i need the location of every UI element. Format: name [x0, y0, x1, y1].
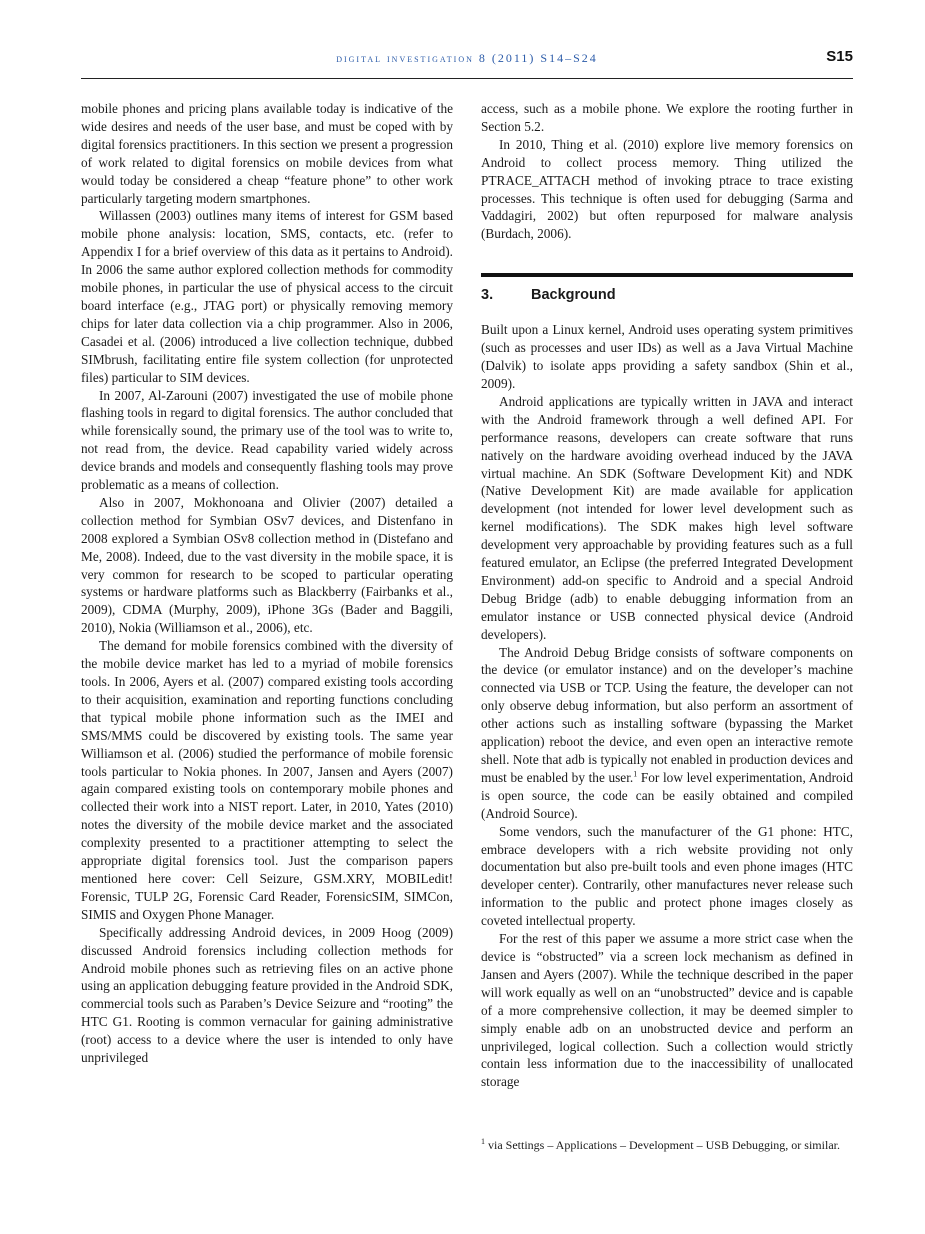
footnote-ref[interactable]: 1: [633, 769, 638, 779]
paragraph: For the rest of this paper we assume a more strict case when the device is “obstructed” via a screen lock mechanism as defined in Jansen and Ayers (2007). While the technique described in the paper will work equally as well on an “unobstructed” device and is capable of a more comprehensive collection, it may be deemed simpler to simply enable adb on an unobstructed device and perform an unprivileged, logical collection. Such a collection would strictly contain less information due to the inaccessibility of unallocated storage: [481, 931, 853, 1090]
header-rule: [81, 78, 853, 79]
paragraph: Willassen (2003) outlines many items of interest for GSM based mobile phone analysis: location, SMS, contacts, etc. (refer to Appendix I for a brief overview of this data as it pertains to Android). In 2006 the same author explored collection methods for commodity mobile phones, in particular the use of physical access to the circuit board interface (e.g., JTAG port) or physically removing memory chips for later data collection via a chip programmer. Also in 2006, Casadei et al. (2006) introduced a live collection technique, dubbed SIMbrush, facilitating entire file system collection (for unprotected files) particular to SIM devices.: [81, 208, 453, 385]
footnote-text: via Settings – Applications – Development – USB Debugging, or similar.: [488, 1138, 840, 1152]
journal-title: digital investigation 8 (2011) S14–S24: [336, 51, 598, 65]
section-heading: [481, 285, 853, 305]
page-number: S15: [826, 48, 853, 65]
footnote-marker: 1: [481, 1137, 485, 1146]
paragraph: Built upon a Linux kernel, Android uses operating system primitives (such as processes and user IDs) as well as a Java Virtual Machine (Dalvik) to isolate apps providing a safety sandbox (Shin et al., 2009).: [481, 322, 853, 391]
paragraph: Specifically addressing Android devices, in 2009 Hoog (2009) discussed Android forensics including collection methods for Android mobile phones such as retrieving files on an active phone using an application debugging feature provided in the Android SDK, commercial tools such as Paraben’s Device Seizure and “rooting” the HTC G1. Rooting is common vernacular for gaining administrative (root) access to a device where the user is intended to only have unprivileged: [81, 924, 453, 1066]
paragraph-text: For low level experimentation, Android is open source, the code can be easily obtained and compiled (Android Source).: [481, 769, 853, 821]
paragraph: Android applications are typically written in JAVA and interact with the Android framework through a well defined API. For performance reasons, developers can create software that runs natively on the hardware avoiding overhead induced by the JAVA virtual machine. An SDK (Software Development Kit) and NDK (Native Development Kit) are made available for application development (not intended for lower level development such as kernel modifications). The SDK makes high level software development very approachable by providing features such as a full featured emulator, an Eclipse (the preferred Integrated Development Environment) add-on specific to Android and a special Android Debug Bridge (adb) to enable debugging information from an emulator instance or USB connected physical device (Android developers).: [481, 393, 853, 642]
paragraph: Some vendors, such the manufacturer of the G1 phone: HTC, embrace developers with a rich website providing not only documentation but also pre-built tools and even phone images (HTC developer center). Contrarily, other manufactures never release such information to the public and protect phone images closely as coveted intellectual property.: [481, 823, 853, 929]
paragraph: In 2010, Thing et al. (2010) explore live memory forensics on Android to collect process memory. Thing utilized the PTRACE_ATTACH method of invoking ptrace to trace existing processes. This technique is often used for debugging (Sarma and Vaddagiri, 2002) but often repurposed for malware analysis (Burdach, 2006).: [481, 136, 853, 242]
section-title: Background: [531, 287, 616, 304]
footnote: [481, 1137, 853, 1153]
paragraph: access, such as a mobile phone. We explore the rooting further in Section 5.2.: [481, 101, 853, 134]
paragraph: Also in 2007, Mokhonoana and Olivier (2007) detailed a collection method for Symbian OSv7 devices, and Distenfano in 2008 explored a Symbian OSv8 collection method in (Distefano and Me, 2008). Indeed, due to the vast diversity in the mobile space, it is very common for research to be scoped to particular operating systems or hardware platforms such as Blackberry (Fairbanks et al., 2009), CDMA (Murphy, 2009), iPhone 3Gs (Bader and Baggili, 2010), Nokia (Williamson et al., 2006), etc.: [81, 494, 453, 636]
left-column: [81, 100, 453, 1067]
running-header: [81, 48, 853, 70]
paragraph: The demand for mobile forensics combined with the diversity of the mobile device market has led to a myriad of mobile forensics tools. In 2006, Ayers et al. (2007) compared existing tools according to their acquisition, examination and reporting functions concluding that typical mobile phone information such as the IMEI and SMS/MMS could be discovered by existing tools. The same year Williamson et al. (2006) studied the performance of mobile forensic tools particular to Nokia phones. In 2007, Jansen and Ayers (2007) again compared existing tools on contemporary mobile phones and collected their work into a NIST report. Later, in 2010, Yates (2010) notes the diversity of the mobile device market and the associated complexity presented to a practitioner attempting to select the appropriate digital forensics tool. Just the comparison papers mentioned here cover: Cell Seizure, GSM.XRY, MOBILedit! Forensic, TULP 2G, Forensic Card Reader, ForensicSIM, SIMCon, SIMIS and Oxygen Phone Manager.: [81, 638, 453, 922]
paragraph: [481, 644, 853, 823]
paragraph-text: The Android Debug Bridge consists of software components on the device (or emulator instance) and on the developer’s machine connected via USB or TCP. Using the feature, the developer can not only observe debug information, but also perform an assortment of other actions such as installing software (bypassing the Market application) reboot the device, and even open an interactive remote shell. Note that adb is typically not enabled in production devices and must be enabled by the user.: [481, 644, 853, 785]
paragraph: In 2007, Al-Zarouni (2007) investigated the use of mobile phone flashing tools in regard to digital forensics. The author concluded that while forensically sound, the primary use of the tool was to write to, not read from, the device. Read capability varied widely across device brands and models and consequently flashing tools may prove problematic as a means of collection.: [81, 387, 453, 493]
section-number: 3.: [481, 287, 494, 304]
paragraph: mobile phones and pricing plans available today is indicative of the wide desires and needs of the user base, and must be coped with by digital forensics practitioners. In this section we present a progression of work related to digital forensics on mobile devices from what would today be considered a cheap “feature phone” to other work particularly targeting modern smartphones.: [81, 101, 453, 206]
section-rule: [481, 273, 853, 277]
right-column: [481, 100, 853, 1091]
